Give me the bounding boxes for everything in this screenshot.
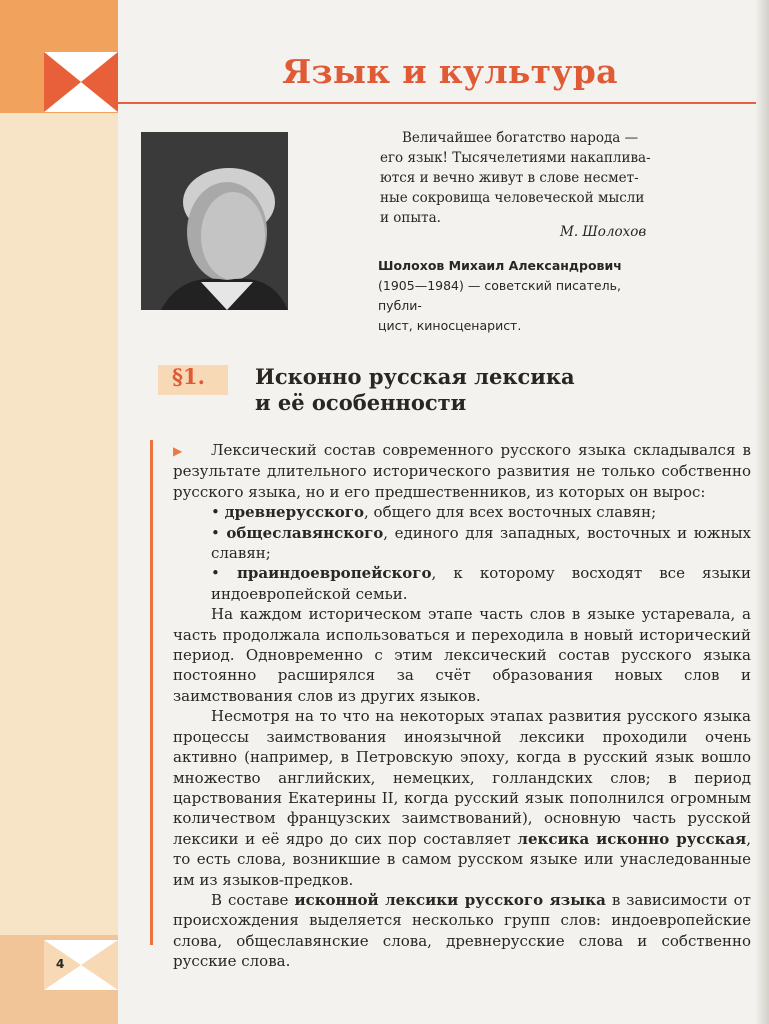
portrait-image-icon [141,132,288,310]
paragraph: На каждом историческом этапе часть слов в языке устаревала, а часть продолжала использоваться и переходила в новый исторический период. Одновременно с этим лексический состав русского языка постоянно расширялся за счёт образования новых слов и заимствования слов из других языков. [173,605,751,705]
list-item-text: , общего для всех восточных славян; [364,503,657,522]
section-title-line: Исконно русская лексика [255,364,575,389]
list-item-text: , к которому восходят все языки индоевропейской семьи. [211,564,751,603]
diamond-ornament-icon [44,52,118,112]
section-body [173,440,751,972]
body-margin-rule [150,440,153,945]
section-number: §1. [172,364,205,389]
bio-line: (1905—1984) — советский писатель, публи- [378,278,621,313]
paragraph-text: в зависимости от происхождения выделяется несколько групп слов: индоевропейские слова, общеславянские слова, древнерусские слова и собственно русские слова. [173,890,751,971]
term: лексика исконно русская [517,829,747,848]
header-rule [118,102,756,104]
paragraph-text: , то есть слова, возникшие в самом русском языке или унаследованные им из языков-предков. [173,829,751,889]
list-item-text: , единого для западных, восточных и южных славян; [211,523,751,563]
epigraph-line: его язык! Тысячелетиями накаплива- [380,150,651,166]
paragraph [173,706,751,890]
paragraph-text: Несмотря на то что на некоторых этапах развития русского языка процессы заимствования иноязычной лексики проходили очень активно (например, в Петровскую эпоху, когда в русский язык вошло множество английских, немецких, голландских слов; в период царствования Екатерины II, когда русский язык пополнился огромным количеством французских заимствований), основную часть русской лексики и её ядро до сих пор составляет [173,707,751,848]
bio-name: Шолохов Михаил Александрович [378,258,622,273]
chapter-title: Язык и культура [282,52,618,91]
page-number: 4 [56,957,65,971]
section-title [255,364,575,416]
epigraph-quote [380,128,680,228]
author-portrait [141,132,288,310]
list-item: • праиндоевропейского, к которому восходят все языки индоевропейской семьи. [211,564,751,603]
term: праиндоевропейского [236,564,432,583]
epigraph-line: ные сокровища человеческой мысли [380,190,645,206]
triangle-right-icon: ▶ [173,444,183,458]
page-gutter-shadow [755,0,769,1024]
term: древнерусского [224,503,364,522]
left-margin-strip [0,0,118,1024]
paragraph [173,440,751,502]
epigraph-line: ются и вечно живут в слове несмет- [380,170,639,186]
bio-line: цист, киносценарист. [378,318,522,333]
section-title-line: и её особенности [255,390,467,415]
paragraph [173,890,751,972]
list-item: • древнерусского, общего для всех восточных славян; [211,503,657,522]
author-bio [378,256,668,336]
term: общеславянского [226,523,384,542]
paragraph-text: Лексический состав современного русского языка складывался в результате длительного исторического развития не только собственно русского языка, но и его предшественников, из которых он вырос: [173,441,751,501]
term: исконной лексики русского языка [294,890,606,909]
epigraph-line: Величайшее богатство народа — [402,130,639,146]
list-item: • общеславянского, единого для западных, восточных и южных славян; [211,523,751,563]
epigraph-author: М. Шолохов [560,224,647,240]
epigraph-line: и опыта. [380,210,441,226]
paragraph-text: В составе [211,890,295,909]
